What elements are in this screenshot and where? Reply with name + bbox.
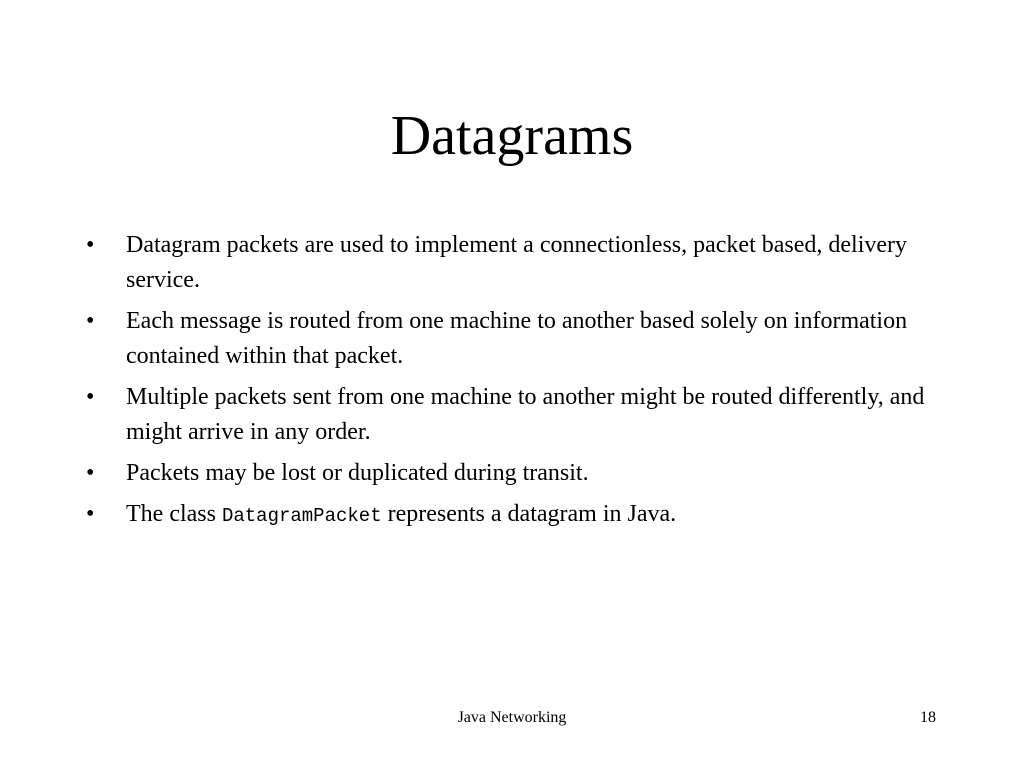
bullet-icon: • bbox=[86, 232, 95, 258]
bullet-item bbox=[86, 456, 926, 491]
page-number: 18 bbox=[920, 709, 936, 726]
code-class-name: DatagramPacket bbox=[221, 505, 382, 527]
slide-title: Datagrams bbox=[390, 105, 634, 167]
bullet-text: Each message is routed from one machine to another based solely on information contained within that packet. bbox=[126, 308, 908, 369]
bullet-item bbox=[86, 228, 926, 298]
bullet-icon: • bbox=[86, 308, 95, 334]
footer-title: Java Networking bbox=[457, 709, 567, 726]
bullet-item bbox=[86, 304, 926, 374]
bullet-icon: • bbox=[86, 501, 95, 527]
bullet-text: Packets may be lost or duplicated during transit. bbox=[126, 460, 589, 486]
bullet-text: Multiple packets sent from one machine to another might be routed differently, and might arrive in any order. bbox=[126, 384, 925, 445]
bullet-item bbox=[86, 497, 926, 534]
bullet-text: Datagram packets are used to implement a connectionless, packet based, delivery service. bbox=[126, 232, 908, 293]
bullet-list bbox=[86, 228, 926, 540]
bullet-text-after-code: represents a datagram in Java. bbox=[381, 501, 677, 527]
bullet-icon: • bbox=[86, 384, 95, 410]
bullet-text bbox=[126, 501, 676, 527]
bullet-icon: • bbox=[86, 460, 95, 486]
bullet-text-before-code: The class bbox=[126, 501, 222, 527]
bullet-item bbox=[86, 380, 926, 450]
